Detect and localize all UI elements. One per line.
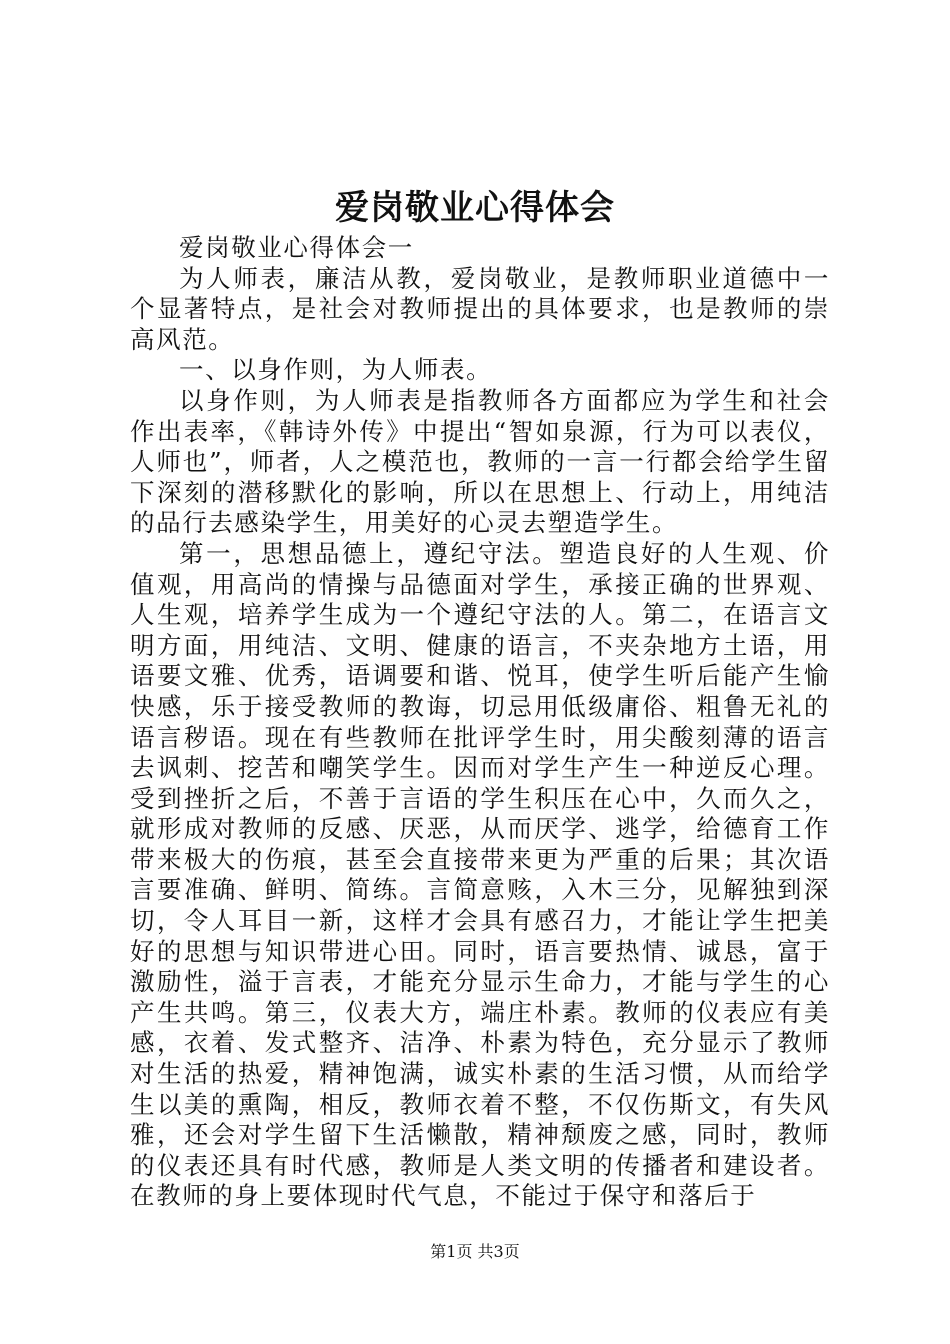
body-paragraph: 以身作则，为人师表是指教师各方面都应为学生和社会作出表率，《韩诗外传》中提出“智如泉源，行为可以表仪，人师也”，师者，人之模范也，教师的一言一行都会给学生留下深刻的潜移默化的影响，所以在思想上、行动上，用纯洁的品行去感染学生，用美好的心灵去塑造学生。: [130, 385, 830, 538]
body-paragraph: 为人师表，廉洁从教，爱岗敬业，是教师职业道德中一个显著特点，是社会对教师提出的具体要求，也是教师的崇高风范。: [130, 263, 830, 354]
document-body: [130, 233, 830, 1212]
section-heading: 爱岗敬业心得体会一: [179, 233, 414, 262]
page-number-footer: 第1页 共3页: [430, 1242, 520, 1261]
document-title: 爱岗敬业心得体会: [335, 188, 615, 228]
subsection-heading: 一、以身作则，为人师表。: [179, 355, 493, 385]
body-paragraph: 第一，思想品德上，遵纪守法。塑造良好的人生观、价值观，用高尚的情操与品德面对学生，承接正确的世界观、人生观，培养学生成为一个遵纪守法的人。第二，在语言文明方面，用纯洁、文明、健康的语言，不夹杂地方土语，用语要文雅、优秀，语调要和谐、悦耳，使学生听后能产生愉快感，乐于接受教师的教诲，切忌用低级庸俗、粗鲁无礼的语言秽语。现在有些教师在批评学生时，用尖酸刻薄的语言去讽刺、挖苦和嘲笑学生。因而对学生产生一种逆反心理。受到挫折之后，不善于言语的学生积压在心中，久而久之，就形成对教师的反感、厌恶，从而厌学、逃学，给德育工作带来极大的伤痕，甚至会直接带来更为严重的后果；其次语言要准确、鲜明、简练。言简意赅，入木三分，见解独到深切，令人耳目一新，这样才会具有感召力，才能让学生把美好的思想与知识带进心田。同时，语言要热情、诚恳，富于激励性，溢于言表，才能充分显示生命力，才能与学生的心产生共鸣。第三，仪表大方，端庄朴素。教师的仪表应有美感，衣着、发式整齐、洁净、朴素为特色，充分显示了教师对生活的热爱，精神饱满，诚实朴素的生活习惯，从而给学生以美的熏陶，相反，教师衣着不整，不仅伤斯文，有失风雅，还会对学生留下生活懒散，精神颓废之感，同时，教师的仪表还具有时代感，教师是人类文明的传播者和建设者。在教师的身上要体现时代气息，不能过于保守和落后于: [130, 538, 830, 1211]
